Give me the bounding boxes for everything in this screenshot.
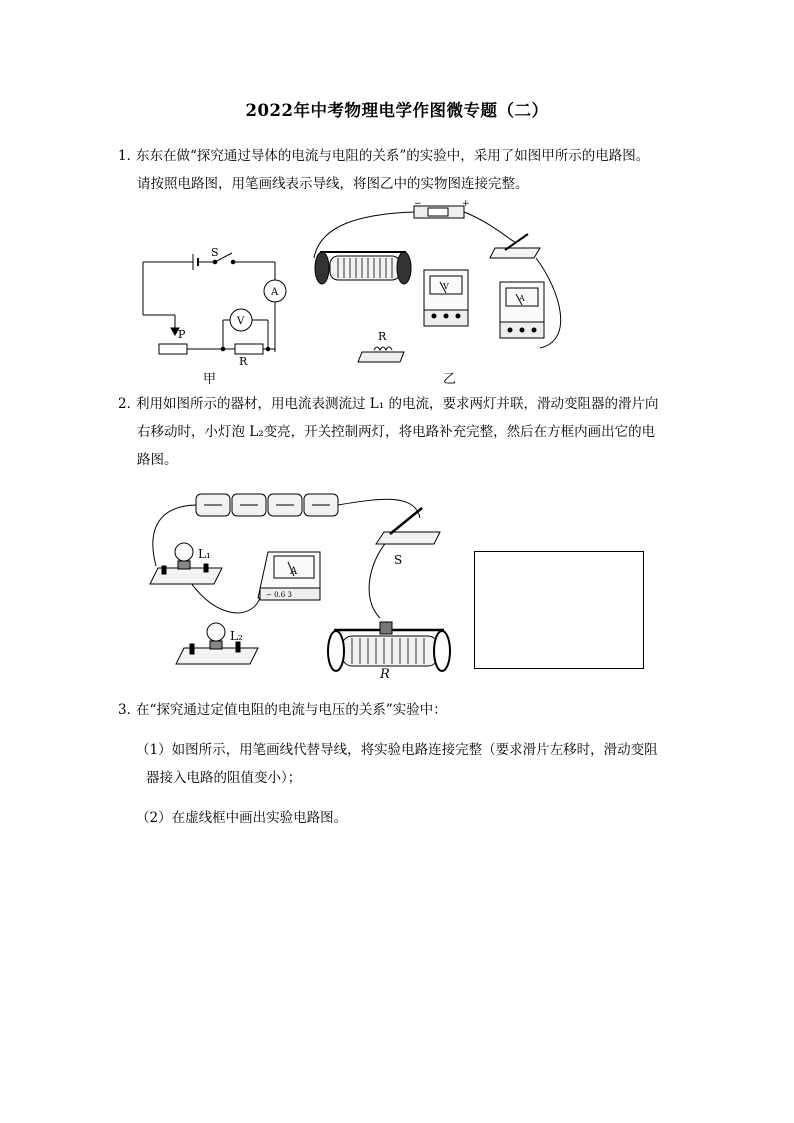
label-ammeter: A xyxy=(271,287,279,298)
question-3-part-2: （2）在虚线框中画出实验电路图。 xyxy=(136,810,348,826)
resistor-label: R xyxy=(378,330,387,343)
label-lamp-1: L₁ xyxy=(198,547,211,561)
ammeter-face-label: A xyxy=(519,294,525,303)
battery-neg-label: − xyxy=(414,199,422,209)
physical-circuit-b xyxy=(300,200,570,360)
ammeter-face-label: A xyxy=(290,566,298,577)
label-voltmeter: V xyxy=(237,316,245,327)
knife-switch xyxy=(490,248,540,258)
ammeter-terminals-label: − 0.6 3 xyxy=(266,591,292,599)
label-resistor: R xyxy=(239,355,248,368)
question-text: （1）如图所示，用笔画线代替导线，将实验电路连接完整（要求滑片左移时，滑动变阻 xyxy=(136,742,658,758)
label-slider: P xyxy=(178,328,186,341)
page-title: 2022年中考物理电学作图微专题（二） xyxy=(245,101,549,120)
question-text: 器接入电路的阻值变小）； xyxy=(146,770,302,786)
label-switch: S xyxy=(394,553,403,567)
figure-label-a: 甲 xyxy=(203,372,217,387)
question-number: 2． xyxy=(118,396,141,412)
lamp-2 xyxy=(176,648,258,664)
figure-label-b: 乙 xyxy=(443,372,457,387)
question-3 xyxy=(118,696,698,724)
rheostat xyxy=(328,622,450,671)
question-text: 请按照电路图，用笔画线表示导线，将图乙中的实物图连接完整。 xyxy=(137,176,529,192)
voltmeter-face-label: V xyxy=(443,282,449,291)
label-lamp-2: L₂ xyxy=(230,629,243,643)
q2-physical-circuit xyxy=(140,488,470,682)
rheostat xyxy=(330,256,400,280)
battery-pos-label: + xyxy=(462,199,470,209)
lamp-1 xyxy=(150,568,222,584)
question-1 xyxy=(118,142,698,198)
resistor-symbol xyxy=(235,344,263,354)
question-text: 路图。 xyxy=(137,452,178,468)
question-text: 东东在做“探究通过导体的电流与电阻的关系”的实验中，采用了如图甲所示的电路图。 xyxy=(136,148,650,164)
fixed-resistor xyxy=(358,352,404,362)
question-2 xyxy=(118,390,698,474)
circuit-diagram-a xyxy=(135,240,295,370)
label-rheostat: R xyxy=(380,667,390,682)
question-text: 右移动时，小灯泡 L₂变亮，开关控制两灯，将电路补充完整，然后在方框内画出它的电 xyxy=(137,424,656,440)
answer-box[interactable] xyxy=(474,551,644,669)
rheostat-symbol xyxy=(159,344,187,354)
knife-switch xyxy=(376,532,440,544)
question-number: 1． xyxy=(118,148,141,164)
battery-pack xyxy=(196,494,338,516)
question-text: 在“探究通过定值电阻的电流与电压的关系”实验中： xyxy=(136,702,447,718)
question-3-part-1 xyxy=(136,736,696,792)
label-switch: S xyxy=(211,246,219,259)
question-number: 3． xyxy=(118,702,141,718)
question-text: 利用如图所示的器材，用电流表测流过 L₁ 的电流，要求两灯并联，滑动变阻器的滑片向 xyxy=(136,396,659,412)
